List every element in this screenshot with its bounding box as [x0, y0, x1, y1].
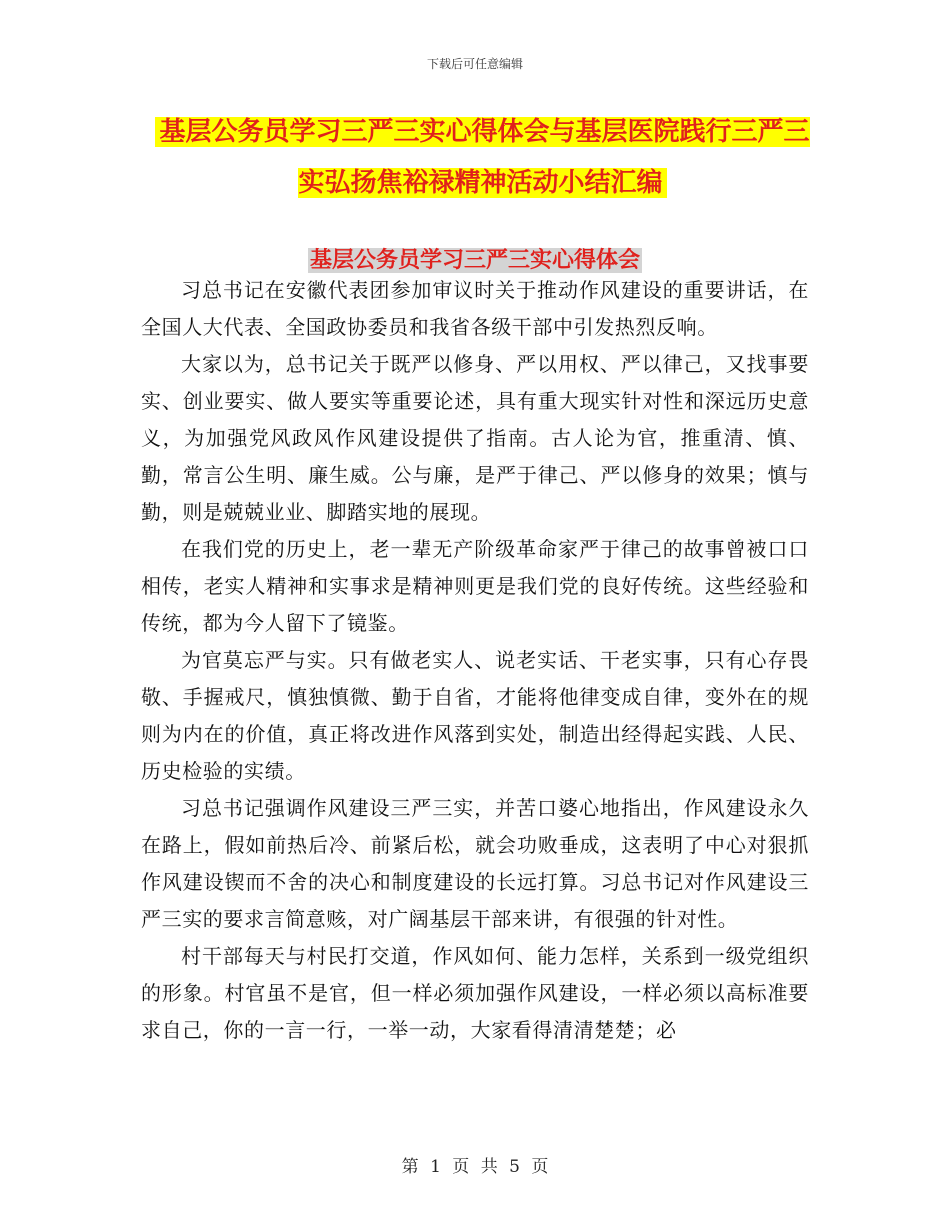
paragraph: 村干部每天与村民打交道，作风如何、能力怎样，关系到一级党组织的形象。村官虽不是官，但一样必须加强作风建设，一样必须以高标准要求自己，你的一言一行，一举一动，大家看得清清楚楚；必 — [141, 944, 809, 1042]
paragraph: 习总书记在安徽代表团参加审议时关于推动作风建设的重要讲话，在全国人大代表、全国政协委员和我省各级干部中引发热烈反响。 — [141, 278, 809, 339]
paragraph: 习总书记强调作风建设三严三实，并苦口婆心地指出，作风建设永久在路上，假如前热后冷、前紧后松，就会功败垂成，这表明了中心对狠抓作风建设锲而不舍的决心和制度建设的长远打算。习总书记对作风建设三严三实的要求言简意赅，对广阔基层干部来讲，有很强的针对性。 — [141, 796, 809, 931]
document-body — [141, 272, 809, 1049]
document-title-text: 基层公务员学习三严三实心得体会与基层医院践行三严三实弘扬焦裕禄精神活动小结汇编 — [155, 117, 809, 198]
paragraph: 为官莫忘严与实。只有做老实人、说老实话、干老实事，只有心存畏敬、手握戒尺，慎独慎微、勤于自省，才能将他律变成自律，变外在的规则为内在的价值，真正将改进作风落到实处，制造出经得起实践、人民、历史检验的实绩。 — [141, 648, 809, 783]
document-title — [150, 107, 815, 209]
page-footer: 第 1 页 共 5 页 — [401, 1157, 549, 1177]
header-note: 下载后可任意编辑 — [426, 57, 523, 71]
paragraph: 在我们党的历史上，老一辈无产阶级革命家严于律己的故事曾被口口相传，老实人精神和实事求是精神则更是我们党的良好传统。这些经验和传统，都为今人留下了镜鉴。 — [141, 537, 809, 635]
paragraph: 大家以为，总书记关于既严以修身、严以用权、严以律己，又找事要实、创业要实、做人要实等重要论述，具有重大现实针对性和深远历史意义，为加强党风政风作风建设提供了指南。古人论为官，推重清、慎、勤，常言公生明、廉生威。公与廉，是严于律己、严以修身的效果；慎与勤，则是兢兢业业、脚踏实地的展现。 — [141, 352, 809, 524]
section-title-text: 基层公务员学习三严三实心得体会 — [309, 248, 640, 273]
